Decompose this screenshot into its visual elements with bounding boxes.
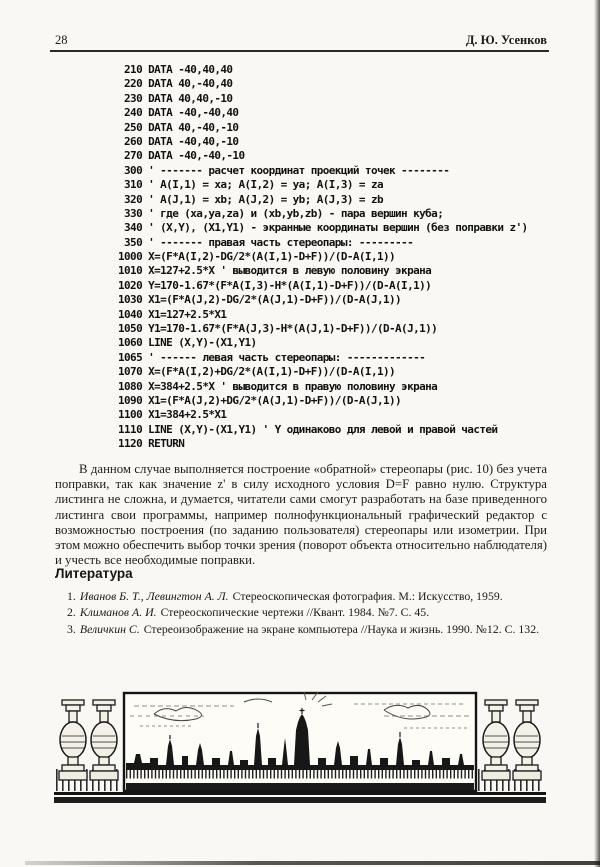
literature-item-authors: Климанов А. И.	[79, 605, 157, 620]
code-line: 1060 LINE (X,Y)-(X1,Y1)	[118, 336, 257, 350]
code-line: 1030 X1=(F*A(J,2)-DG/2*(A(J,1)-D+F))/(D-A(J,1))	[118, 293, 402, 307]
code-line: 310 ' A(I,1) = xa; A(I,2) = ya; A(I,3) = za	[118, 178, 383, 192]
code-line: 250 DATA 40,-40,-10	[118, 120, 239, 134]
code-line: 1080 X=384+2.5*X ' выводится в правую половину экрана	[118, 379, 438, 393]
literature-item-authors: Иванов Б. Т., Левингтон А. Л.	[79, 589, 229, 603]
code-line: 320 ' A(J,1) = xb; A(J,2) = yb; A(J,3) = zb	[118, 192, 383, 206]
literature-item	[55, 621, 555, 637]
basic-code-listing	[118, 63, 578, 452]
code-line: 230 DATA 40,40,-10	[118, 91, 233, 105]
code-line: 1020 Y=170-1.67*(F*A(I,3)-H*(A(I,1)-D+F))/(D-A(I,1))	[118, 278, 432, 292]
code-line: 260 DATA -40,40,-10	[118, 134, 239, 148]
header-rule	[50, 50, 549, 52]
code-line: 1110 LINE (X,Y)-(X1,Y1) ' Y одинаково для левой и правой частей	[118, 422, 498, 436]
code-line: 1000 X=(F*A(I,2)-DG/2*(A(I,1)-D+F))/(D-A(I,1))	[118, 250, 396, 264]
literature-item-number: 1.	[67, 589, 76, 603]
code-line: 350 ' ------- правая часть стереопары: ---------	[118, 235, 414, 249]
literature-item-text: Стереоскопическая фотография. М.: Искусство, 1959.	[232, 589, 503, 603]
literature-item	[55, 588, 555, 604]
code-line: 220 DATA 40,-40,40	[118, 77, 233, 91]
code-line: 1050 Y1=170-1.67*(F*A(J,3)-H*(A(J,1)-D+F))/(D-A(J,1))	[118, 322, 438, 336]
code-line: 1010 X=127+2.5*X ' выводится в левую половину экрана	[118, 264, 432, 278]
code-line: 1090 X1=(F*A(J,2)+DG/2*(A(J,1)-D+F))/(D-A(J,1))	[118, 393, 402, 407]
body-paragraph: В данном случае выполняется построение «обратной» стереопары (рис. 10) без учета поправки, так как значение z' в силу исходного условия D=F равно нулю. Структура листинга не сложна, и думается, читатели сами смогут разработать на базе приведенного листинга свои программы, например полнофункциональный графический редактор с возможностью построения (по заданию пользователя) стереопары или изометрии. При этом можно обеспечить выбор точки зрения (поворот объекта относительно наблюдателя) и учесть все необходимые поправки.	[55, 462, 548, 568]
city-panorama-engraving	[54, 688, 546, 806]
literature-item-number: 3.	[67, 621, 76, 636]
literature-item-text: Стереоизображение на экране компьютера //Наука и жизнь. 1990. №12. С. 132.	[143, 621, 540, 636]
page-header	[55, 33, 547, 49]
code-line: 270 DATA -40,-40,-10	[118, 149, 245, 163]
literature-list	[55, 588, 555, 637]
code-line: 340 ' (X,Y), (X1,Y1) - экранные координаты вершин (без поправки z')	[118, 221, 528, 235]
code-line: 210 DATA -40,40,40	[118, 63, 233, 76]
code-line: 1070 X=(F*A(I,2)+DG/2*(A(I,1)-D+F))/(D-A(I,1))	[118, 365, 396, 379]
page-author: Д. Ю. Усенков	[465, 33, 547, 47]
code-line: 1040 X1=127+2.5*X1	[118, 307, 227, 321]
literature-item-authors: Величкин С.	[79, 621, 140, 636]
code-line: 1100 X1=384+2.5*X1	[118, 408, 227, 422]
code-line: 330 ' где (xa,ya,za) и (xb,yb,zb) - пара вершин куба;	[118, 206, 444, 220]
code-line: 300 ' ------- расчет координат проекций точек --------	[118, 163, 450, 177]
literature-item	[55, 604, 555, 620]
scan-edge-right	[594, 0, 600, 867]
scan-edge-bottom	[25, 861, 600, 865]
code-line: 240 DATA -40,-40,40	[118, 106, 239, 120]
code-line: 1065 ' ------ левая часть стереопары: -------------	[118, 350, 426, 364]
literature-item-number: 2.	[67, 605, 76, 620]
literature-item-text: Стереоскопические чертежи //Квант. 1984. №7. С. 45.	[160, 605, 430, 620]
page-number: 28	[55, 33, 68, 47]
literature-heading: Литература	[55, 566, 133, 581]
code-line: 1120 RETURN	[118, 437, 185, 451]
